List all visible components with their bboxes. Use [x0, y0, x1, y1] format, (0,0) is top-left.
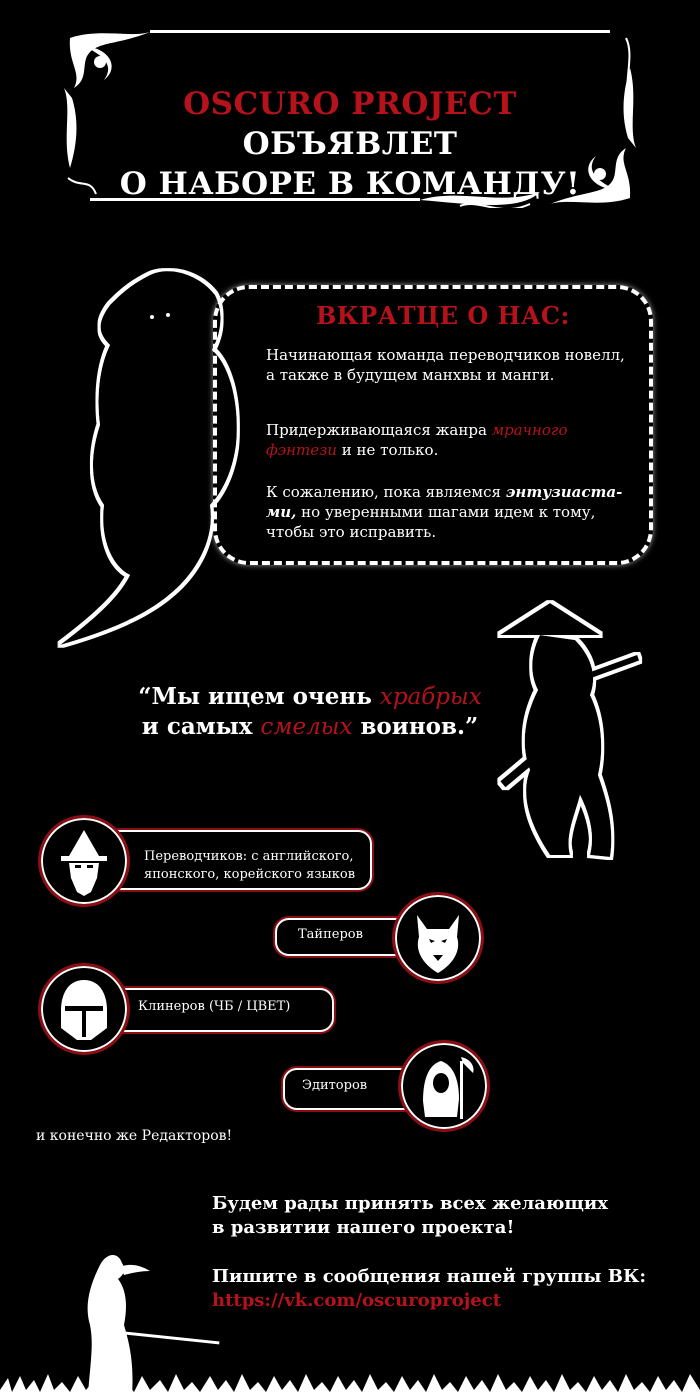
- quote-highlight-brave: храбрых: [379, 684, 482, 710]
- knight-helmet-icon: [41, 966, 127, 1052]
- title-line2: О НАБОРЕ В КОМАНДУ!: [119, 166, 581, 202]
- wolf-icon: [395, 895, 481, 981]
- grass-silhouette: [0, 1368, 700, 1400]
- about-paragraph-1: Начинающая команда переводчиков новелл, а также в будущем манхвы и манги.: [266, 346, 625, 384]
- brand-name: OSCURO PROJECT: [183, 86, 517, 122]
- quote-part1: “Мы ищем очень: [138, 683, 380, 710]
- wizard-icon: [41, 818, 127, 904]
- samurai-silhouette: [460, 595, 660, 865]
- genre-highlight-fantasy: фэнтези: [266, 441, 337, 459]
- about-title: ВКРАТЦЕ О НАС:: [316, 301, 570, 330]
- quote-part3: воинов.”: [352, 713, 479, 740]
- title-line1: ОБЪЯВЛЕТ: [242, 126, 458, 162]
- reaper-icon: [401, 1043, 487, 1129]
- final-note: и конечно же Редакторов!: [36, 1128, 233, 1144]
- role-cleaners: Клинеров (ЧБ / ЦВЕТ): [138, 999, 291, 1014]
- role-editors: Эдиторов: [302, 1078, 368, 1093]
- quote: [110, 682, 510, 742]
- vk-link[interactable]: https://vk.com/oscuroproject: [212, 1290, 502, 1311]
- closing-line2: в развитии нашего проекта!: [212, 1217, 515, 1238]
- role-icon-circle-translators: [38, 815, 130, 907]
- closing-line3: Пишите в сообщения нашей группы ВК:: [212, 1266, 646, 1287]
- closing-line1: Будем рады принять всех желающих: [212, 1193, 608, 1214]
- enthusiasts-emphasis-2: ми,: [266, 503, 297, 521]
- genre-highlight-dark: мрачного: [491, 421, 568, 439]
- about-paragraph-3: [266, 482, 626, 542]
- role-icon-circle-cleaners: [38, 963, 130, 1055]
- about-p3-end: но уверенными шагами идем к тому, чтобы это исправить.: [266, 503, 596, 541]
- quote-part2: и самых: [141, 713, 261, 740]
- role-icon-circle-editors: [398, 1040, 490, 1132]
- role-translators-line2: японского, корейского языков: [144, 867, 356, 882]
- about-p3-start: К сожалению, пока являемся: [266, 483, 506, 501]
- page-title: [90, 84, 610, 204]
- about-p2-end: и не только.: [336, 441, 439, 459]
- role-translators-line1: Переводчиков: с английского,: [144, 849, 354, 864]
- about-paragraph-2: [266, 420, 626, 460]
- role-typers: Тайперов: [298, 927, 363, 942]
- role-icon-circle-typers: [392, 892, 484, 984]
- quote-highlight-bold: смелых: [260, 714, 353, 740]
- about-p2-start: Придерживающаяся жанра: [266, 421, 492, 439]
- role-translators: [144, 848, 355, 884]
- enthusiasts-emphasis: энтузиаста-: [505, 483, 623, 501]
